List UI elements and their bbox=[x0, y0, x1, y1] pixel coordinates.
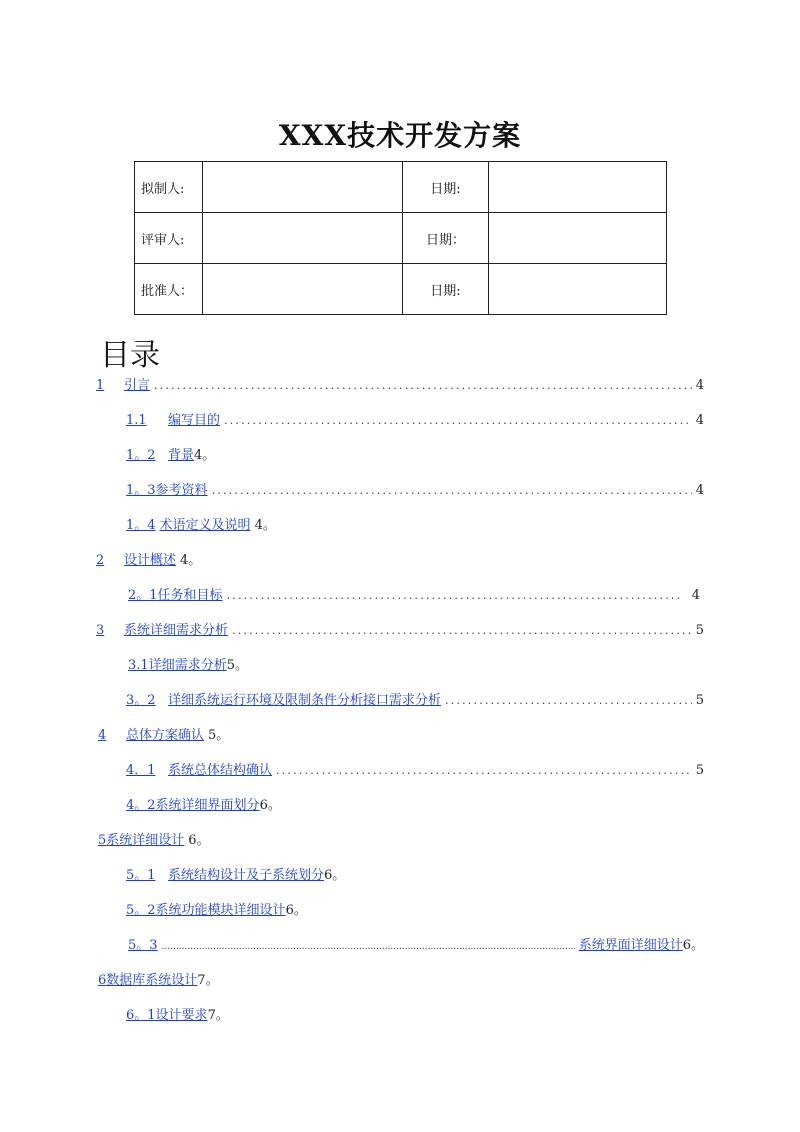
toc-entry-1[interactable] bbox=[96, 372, 704, 400]
toc-entry-page: 4 bbox=[695, 483, 704, 498]
toc-entry-link[interactable]: 详细系统运行环境及限制条件分析接口需求分析 bbox=[168, 693, 442, 708]
toc-entry-page: 5。 bbox=[208, 728, 230, 743]
toc-entry-page: 4。 bbox=[194, 448, 216, 463]
toc-entry-link[interactable]: 系统详细界面划分 bbox=[155, 798, 260, 813]
approval-row-approver bbox=[135, 264, 667, 315]
toc-entry-2[interactable] bbox=[96, 547, 201, 575]
toc-entry-link[interactable]: 系统结构设计及子系统划分 bbox=[168, 868, 325, 883]
toc-entry-link[interactable]: 参考资料 bbox=[155, 483, 208, 498]
toc-entry-number[interactable]: 1.1 bbox=[126, 413, 147, 428]
drafter-date-label: 日期: bbox=[403, 162, 489, 213]
toc-entry-page: 5 bbox=[695, 763, 704, 778]
toc-entry-1-4[interactable] bbox=[126, 512, 276, 540]
toc-entry-page: 6。 bbox=[259, 798, 281, 813]
toc-entry-number[interactable]: 1。2 bbox=[126, 448, 156, 463]
toc-entry-6-1[interactable] bbox=[126, 1002, 229, 1030]
approver-value-cell[interactable] bbox=[203, 264, 403, 315]
toc-entry-link[interactable]: 系统详细设计 bbox=[106, 833, 185, 848]
toc-entry-page: 5。 bbox=[226, 658, 248, 673]
toc-entry-link[interactable]: 系统总体结构确认 bbox=[168, 763, 273, 778]
toc-entry-number[interactable]: 5。3 bbox=[128, 938, 158, 953]
toc-entry-number[interactable]: 1。4 bbox=[126, 518, 156, 533]
toc-entry-4-2[interactable] bbox=[126, 792, 281, 820]
toc-entry-number[interactable]: 2 bbox=[96, 553, 105, 568]
toc-entry-link[interactable]: 数据库系统设计 bbox=[106, 973, 198, 988]
toc-entry-page: 6。 bbox=[324, 868, 346, 883]
approver-date-cell[interactable] bbox=[489, 264, 667, 315]
toc-entry-3-1[interactable] bbox=[128, 652, 248, 680]
toc-entry-link[interactable]: 设计概述 bbox=[124, 553, 177, 568]
approver-date-label: 日期: bbox=[403, 264, 489, 315]
toc-entry-number[interactable]: 1 bbox=[96, 378, 105, 393]
toc-entry-1-3[interactable] bbox=[126, 477, 704, 505]
toc-entry-page: 4。 bbox=[254, 518, 276, 533]
toc-entry-page: 7。 bbox=[207, 1008, 229, 1023]
toc-entry-1-1[interactable] bbox=[126, 407, 704, 435]
toc-entry-1-2[interactable] bbox=[126, 442, 215, 470]
toc-entry-page: 4 bbox=[695, 378, 704, 393]
toc-entry-link[interactable]: 编写目的 bbox=[168, 413, 221, 428]
toc-entry-link[interactable]: 详细需求分析 bbox=[148, 658, 227, 673]
toc-entry-number[interactable]: 3 bbox=[96, 623, 105, 638]
toc-entry-number[interactable]: 4．1 bbox=[126, 763, 156, 778]
toc-entry-6[interactable] bbox=[98, 967, 219, 995]
toc-leader bbox=[212, 477, 692, 505]
approval-table bbox=[134, 161, 667, 315]
toc-entry-number[interactable]: 5。2 bbox=[126, 903, 156, 918]
reviewer-date-label: 日期： bbox=[403, 213, 489, 264]
toc-entry-number[interactable]: 6。1 bbox=[126, 1008, 156, 1023]
toc-entry-link[interactable]: 术语定义及说明 bbox=[159, 518, 251, 533]
toc-entry-link[interactable]: 系统功能模块详细设计 bbox=[155, 903, 286, 918]
drafter-label: 拟制人: bbox=[135, 162, 203, 213]
toc-leader bbox=[445, 687, 692, 715]
drafter-value-cell[interactable] bbox=[203, 162, 403, 213]
document-title: XXX技术开发方案 bbox=[278, 119, 522, 152]
toc-entry-link[interactable]: 背景 bbox=[168, 448, 195, 463]
toc-entry-4-1[interactable] bbox=[126, 757, 704, 785]
toc-entry-link[interactable]: 系统详细需求分析 bbox=[124, 623, 229, 638]
toc-entry-page: 4。 bbox=[180, 553, 202, 568]
toc-entry-link[interactable]: 任务和目标 bbox=[157, 588, 223, 603]
toc-entry-link[interactable]: 设计要求 bbox=[155, 1008, 208, 1023]
toc-entry-page: 5 bbox=[695, 693, 704, 708]
toc-leader bbox=[162, 933, 575, 961]
toc-entry-4[interactable] bbox=[98, 722, 229, 750]
toc-entry-number[interactable]: 3.1 bbox=[128, 658, 149, 673]
toc-leader bbox=[276, 757, 692, 785]
toc-entry-5-1[interactable] bbox=[126, 862, 345, 890]
toc-entry-page: 5 bbox=[695, 623, 704, 638]
toc-entry-number[interactable]: 3。2 bbox=[126, 693, 156, 708]
toc-entry-page: 4 bbox=[695, 413, 704, 428]
toc-entry-number[interactable]: 5 bbox=[98, 833, 107, 848]
toc-entry-page: 6。 bbox=[682, 938, 704, 953]
toc-entry-number[interactable]: 1。3 bbox=[126, 483, 156, 498]
toc-entry-3[interactable] bbox=[96, 617, 704, 645]
toc-entry-5-3[interactable] bbox=[128, 932, 704, 960]
toc-heading: 目录 bbox=[100, 338, 160, 373]
toc-entry-page: 6。 bbox=[285, 903, 307, 918]
toc-entry-number[interactable]: 5。1 bbox=[126, 868, 156, 883]
reviewer-value-cell[interactable] bbox=[203, 213, 403, 264]
reviewer-label: 评审人: bbox=[135, 213, 203, 264]
toc-leader bbox=[227, 582, 680, 610]
toc-entry-number[interactable]: 6 bbox=[98, 973, 107, 988]
approval-row-reviewer bbox=[135, 213, 667, 264]
drafter-date-cell[interactable] bbox=[489, 162, 667, 213]
toc-entry-link[interactable]: 引言 bbox=[124, 378, 151, 393]
toc-entry-number[interactable]: 4。2 bbox=[126, 798, 156, 813]
toc-leader bbox=[224, 407, 692, 435]
toc-leader bbox=[232, 617, 692, 645]
toc-entry-page: 4 bbox=[691, 588, 700, 603]
toc-entry-5[interactable] bbox=[98, 827, 210, 855]
toc-entry-number[interactable]: 2。1 bbox=[128, 588, 158, 603]
toc-entry-page: 6。 bbox=[188, 833, 210, 848]
approver-label: 批准人： bbox=[135, 264, 203, 315]
toc-entry-link[interactable]: 系统界面详细设计 bbox=[578, 938, 683, 953]
toc-entry-link[interactable]: 总体方案确认 bbox=[126, 728, 205, 743]
toc-entry-2-1[interactable] bbox=[128, 582, 700, 610]
toc-entry-number[interactable]: 4 bbox=[98, 728, 107, 743]
toc-entry-page: 7。 bbox=[197, 973, 219, 988]
reviewer-date-cell[interactable] bbox=[489, 213, 667, 264]
toc-leader bbox=[154, 372, 692, 400]
toc-entry-5-2[interactable] bbox=[126, 897, 307, 925]
toc-entry-3-2[interactable] bbox=[126, 687, 704, 715]
approval-row-drafter bbox=[135, 162, 667, 213]
